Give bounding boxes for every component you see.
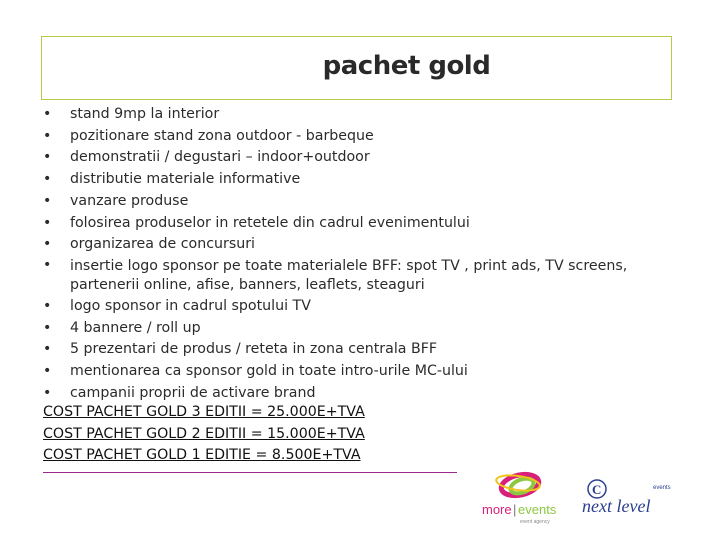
cost-line-3-editions: COST PACHET GOLD 3 EDITII = 25.000E+TVA — [43, 404, 365, 420]
events-small-text: events — [653, 485, 671, 491]
bullet-dot: • — [43, 127, 52, 144]
bullet-dot: • — [43, 256, 52, 273]
list-item: • insertie logo sponsor pe toate materialele BFF: spot TV , print ads, TV screens, partenerii online, afise, banners, leaflets, steaguri — [43, 256, 628, 293]
list-item: • 5 prezentari de produs / reteta in zona centrala BFF — [43, 339, 683, 361]
list-item: • stand 9mp la interior — [43, 104, 683, 126]
bullet-dot: • — [43, 214, 52, 231]
list-item: • folosirea produselor in retetele din cadrul evenimentului — [43, 213, 683, 235]
list-item: • pozitionare stand zona outdoor - barbeque — [43, 126, 683, 148]
bullet-dot: • — [43, 341, 52, 358]
bullet-dot: • — [43, 192, 52, 209]
list-item: • distributie materiale informative — [43, 169, 683, 191]
more-events-logo — [480, 470, 562, 526]
bullet-list — [43, 104, 683, 404]
cost-list — [43, 402, 365, 467]
next-level-logo — [580, 477, 680, 521]
bullet-dot: • — [43, 363, 52, 380]
page-title: pachet gold — [322, 51, 491, 81]
bullet-dot: • — [43, 297, 52, 314]
list-item: • 4 bannere / roll up — [43, 318, 683, 340]
tagline-text: event agency — [520, 519, 550, 525]
cost-line-2-editions: COST PACHET GOLD 2 EDITII = 15.000E+TVA — [43, 425, 365, 442]
events-text: events — [518, 502, 557, 517]
cost-line-1-edition: COST PACHET GOLD 1 EDITIE = 8.500E+TVA — [43, 447, 361, 464]
c-letter: C — [592, 482, 602, 497]
list-item: • vanzare produse — [43, 191, 683, 213]
list-item: • demonstratii / degustari – indoor+outdoor — [43, 147, 683, 169]
more-text: more — [482, 502, 512, 517]
divider-line — [43, 472, 457, 473]
swirl-icon — [495, 471, 541, 498]
bullet-dot: • — [43, 384, 52, 401]
title-box — [41, 36, 672, 100]
next-level-text: next level — [582, 496, 651, 516]
bullet-dot: • — [43, 106, 52, 122]
bullet-dot: • — [43, 149, 52, 166]
bullet-dot: • — [43, 171, 52, 188]
list-item: • organizarea de concursuri — [43, 234, 683, 256]
list-item: • campanii proprii de activare brand — [43, 383, 683, 405]
separator-text: | — [513, 502, 517, 517]
bullet-dot: • — [43, 319, 52, 336]
list-item: • mentionarea ca sponsor gold in toate intro-urile MC-ului — [43, 361, 683, 383]
list-item: • logo sponsor in cadrul spotului TV — [43, 296, 683, 318]
bullet-dot: • — [43, 236, 52, 253]
